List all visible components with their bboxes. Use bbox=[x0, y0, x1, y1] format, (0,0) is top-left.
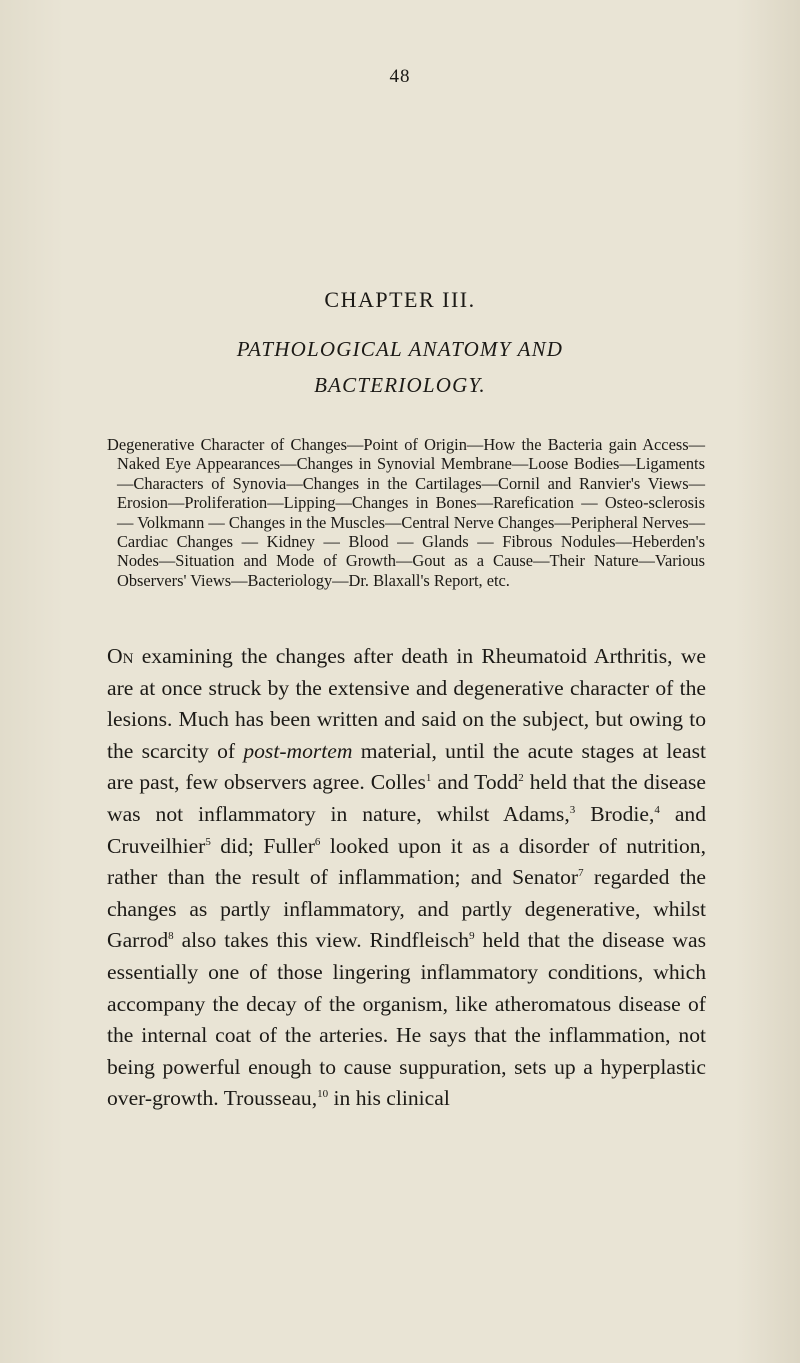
text-run: and Cruveilhier bbox=[107, 801, 707, 858]
footnote-ref: 9 bbox=[469, 930, 475, 943]
body-paragraph bbox=[107, 641, 706, 1115]
footnote-ref: 4 bbox=[654, 803, 660, 816]
text-run: held that the disease was not inflammatory in nature, whilst Adams, bbox=[107, 770, 707, 826]
text-run: and Todd bbox=[431, 770, 519, 795]
text-run: Brodie, bbox=[575, 801, 655, 826]
text-run: looked upon it as a disorder of nutrition, rather than the result of inflammation; and Senator bbox=[107, 833, 706, 890]
footnote-ref: 10 bbox=[317, 1088, 329, 1101]
chapter-summary: Degenerative Character of Changes—Point of Origin—How the Bacteria gain Access—Naked Eye Appearances—Changes in Synovial Membrane—Loose Bodies—Ligaments—Characters of Synovia—Changes in the Cartilages—Cornil and Ranvier's Views—Erosion—Proliferation—Lipping—Changes in Bones—Rarefication — Osteo-sclerosis — Volkmann — Changes in the Muscles—Central Nerve Changes—Peripheral Nerves—Cardiac Changes — Kidney — Blood — Glands — Fibrous Nodules—Heberden's Nodes—Situation and Mode of Growth—Gout as a Cause—Their Nature—Various Observers' Views—Bacteriology—Dr. Blaxall's Report, etc. bbox=[107, 435, 705, 590]
footnote-ref: 7 bbox=[578, 867, 584, 880]
text-run: held that the disease was essentially one of those lingering inflammatory conditions, which accompany the decay of the organism, like atheromatous disease of the internal coat of the arteries. He says that the inflammation, not being powerful enough to cause suppuration, sets up a hyperplastic over-growth. Trousseau, bbox=[107, 928, 706, 1111]
text-run: examining the changes after death in Rheumatoid Arthritis, we are at once struck by the extensive and degenerative character of the lesions. Much has been written and said on the subject, but owing to the scarcity of bbox=[107, 644, 706, 763]
text-run: did; Fuller bbox=[210, 833, 315, 858]
text-run: material, until the acute stages at least are past, few observers agree. Colles bbox=[107, 738, 706, 795]
chapter-heading: CHAPTER III. bbox=[324, 287, 476, 312]
page-number: 48 bbox=[389, 66, 411, 87]
text-run: regarded the changes as partly inflammatory, and partly degenerative, whilst Garrod bbox=[107, 865, 706, 953]
footnote-ref: 2 bbox=[518, 772, 524, 785]
footnote-ref: 5 bbox=[205, 835, 211, 848]
footnote-ref: 3 bbox=[569, 803, 576, 816]
footnote-ref: 8 bbox=[168, 930, 174, 943]
text-run: in his clinical bbox=[328, 1086, 450, 1111]
italic-term: post-mortem bbox=[243, 738, 353, 763]
chapter-title-line-1: PATHOLOGICAL ANATOMY AND bbox=[236, 337, 564, 361]
text-run: also takes this view. Rindfleisch bbox=[173, 928, 470, 953]
chapter-title bbox=[0, 331, 800, 403]
chapter-title-line-2: BACTERIOLOGY. bbox=[314, 373, 486, 397]
footnote-ref: 6 bbox=[314, 835, 321, 848]
first-word: On bbox=[107, 644, 134, 668]
footnote-ref: 1 bbox=[425, 772, 432, 785]
